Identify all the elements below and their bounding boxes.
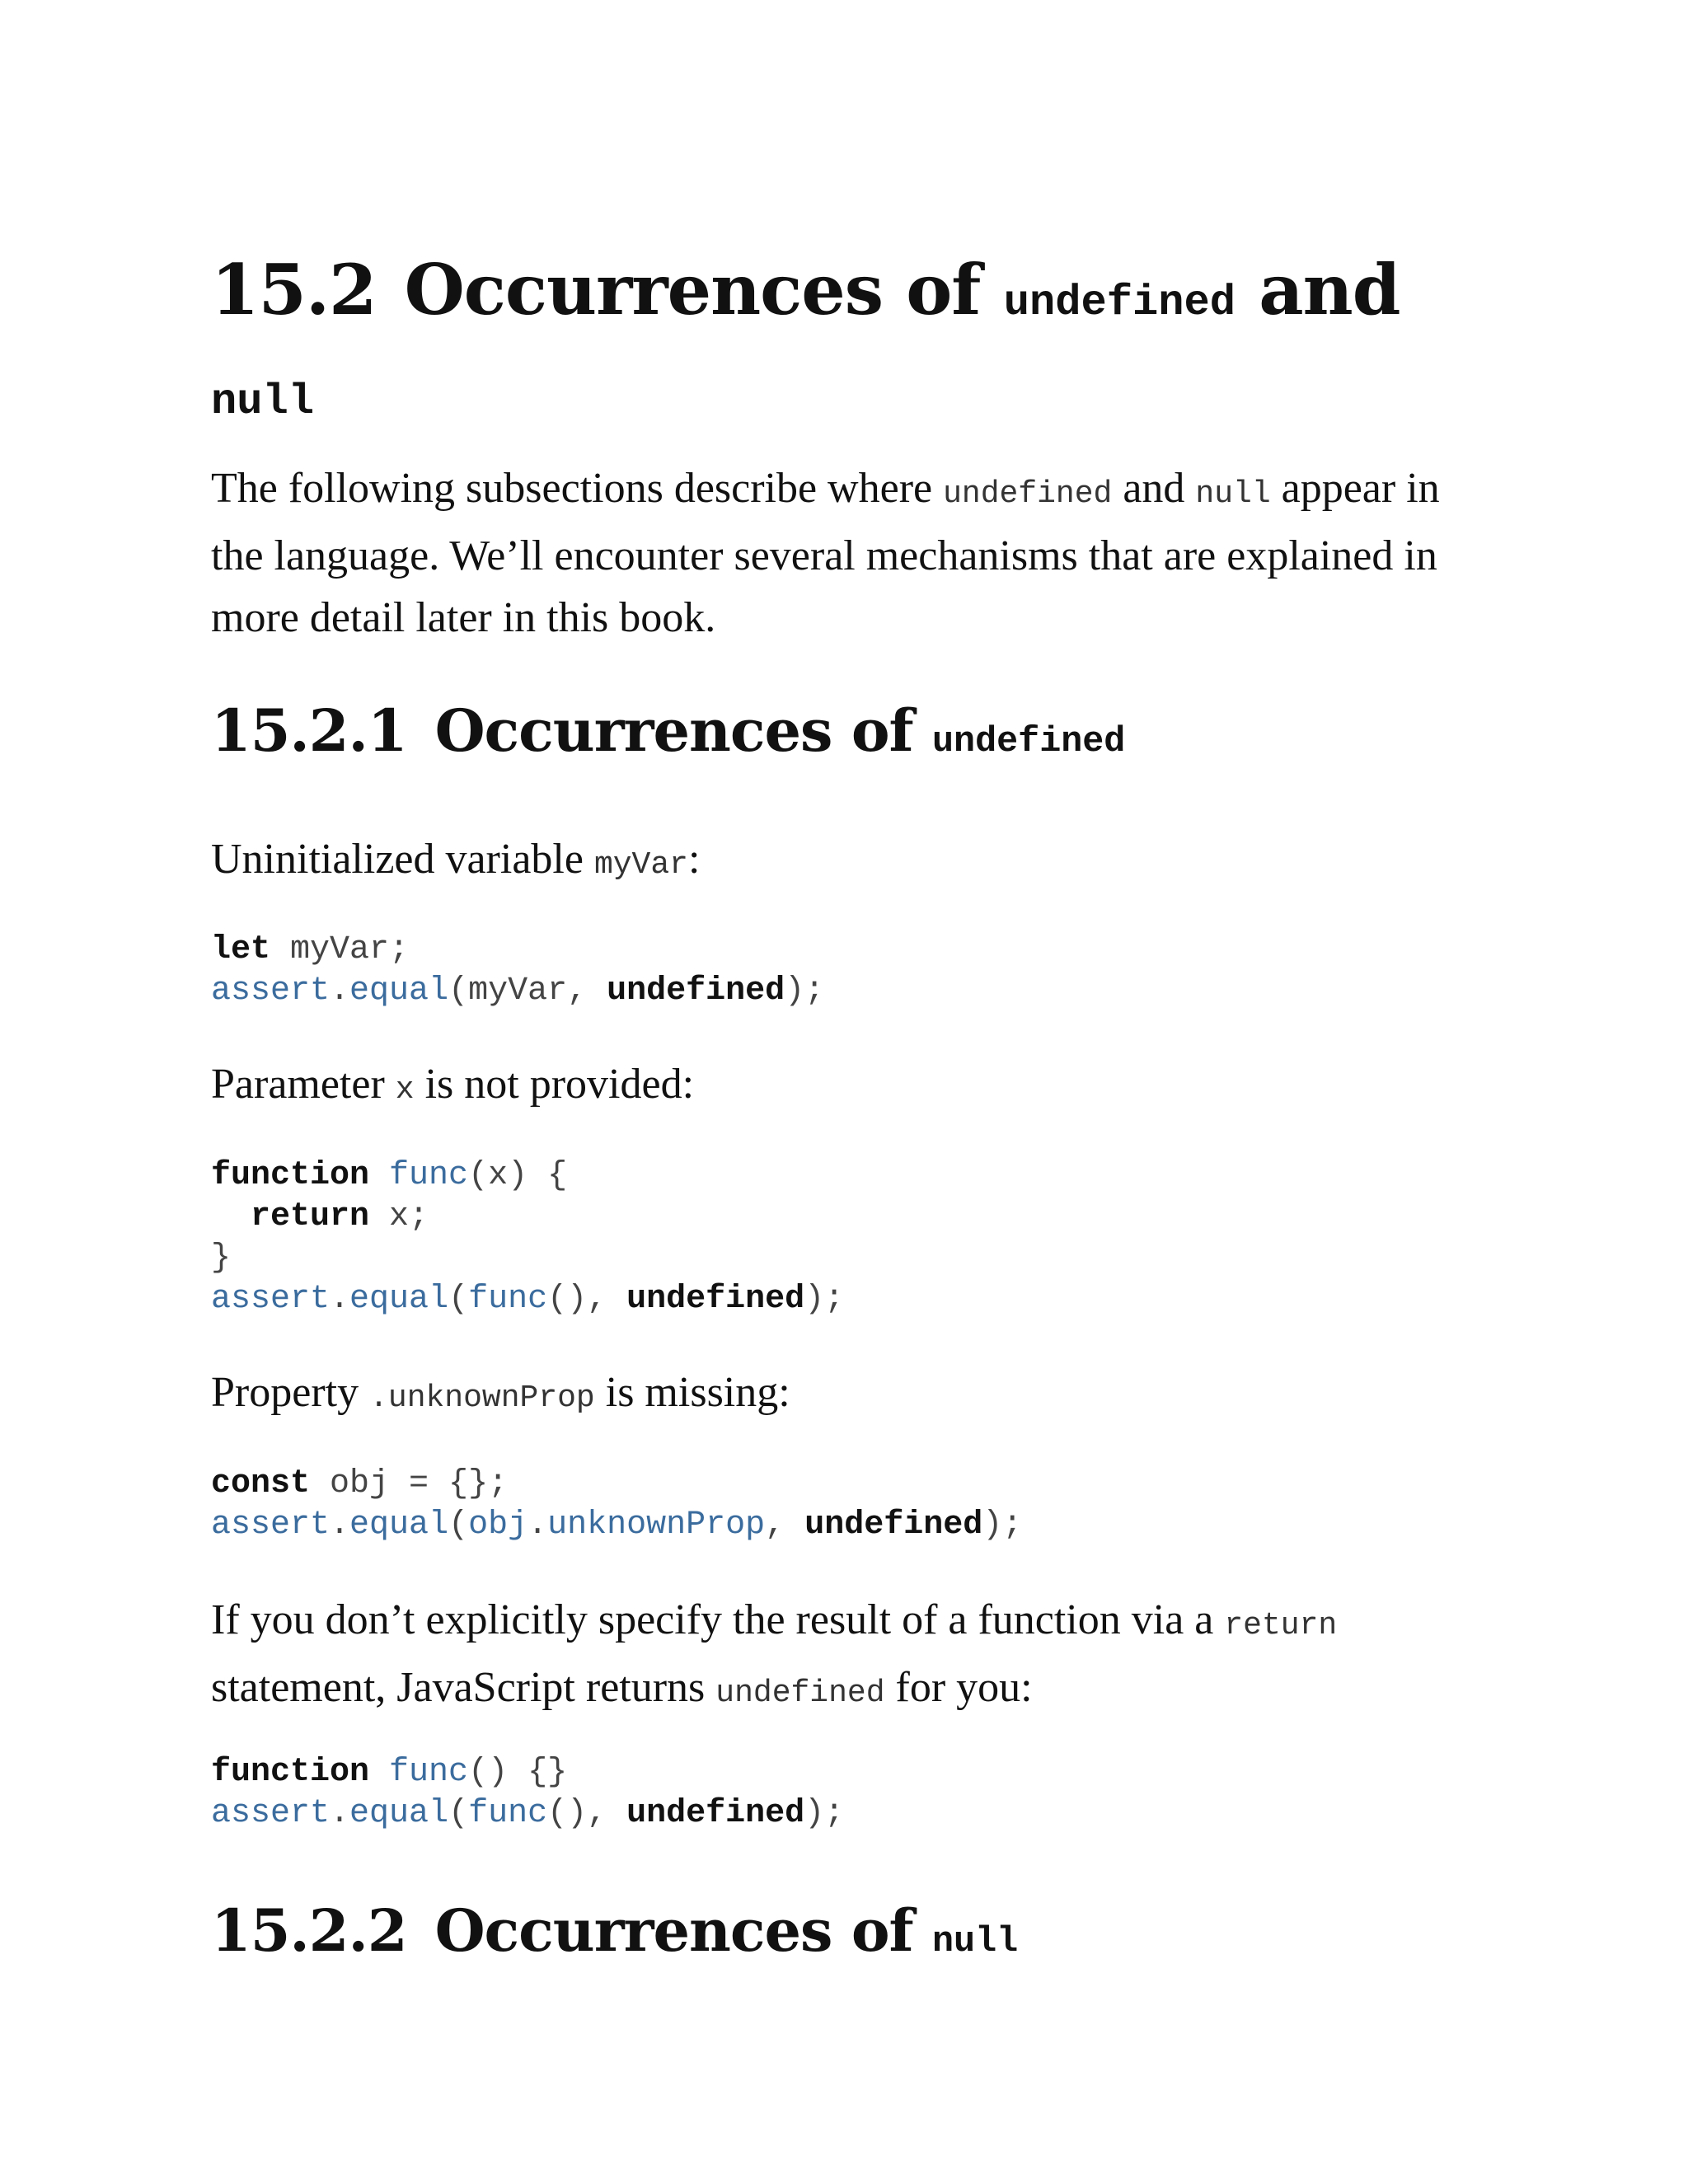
code-text: } xyxy=(211,1240,232,1277)
code-text: obj = {}; xyxy=(310,1465,509,1502)
code-text: (), xyxy=(547,1281,627,1318)
code-function: func xyxy=(468,1795,548,1832)
intro-text-2: and xyxy=(1112,465,1196,512)
intro-text-1: The following subsections describe where xyxy=(211,465,944,512)
code-text: (), xyxy=(547,1795,627,1832)
return-text-2: statement, JavaScript returns xyxy=(211,1664,716,1711)
code-keyword: function xyxy=(211,1157,370,1194)
intro-paragraph xyxy=(211,457,1497,649)
code-function: func xyxy=(389,1754,469,1791)
section-number: 15.2 xyxy=(211,249,377,330)
code-keyword: function xyxy=(211,1754,370,1791)
code-keyword: return xyxy=(251,1198,370,1235)
uninit-text-2: : xyxy=(687,836,701,883)
code-text: . xyxy=(330,1795,350,1832)
intro-code-null: null xyxy=(1195,476,1271,512)
prop-code: .unknownProp xyxy=(369,1380,595,1416)
param-code: x xyxy=(395,1072,415,1108)
code-text: () {} xyxy=(468,1754,568,1791)
code-text: x; xyxy=(369,1198,429,1235)
code-identifier: assert xyxy=(211,972,331,1010)
code-text: (myVar, xyxy=(448,972,607,1010)
code-keyword: undefined xyxy=(626,1795,805,1832)
subsection-title-code: null xyxy=(932,1922,1019,1962)
code-indent xyxy=(211,1198,251,1235)
code-text: . xyxy=(330,1281,350,1318)
uninit-code: myVar xyxy=(593,847,688,883)
code-function: equal xyxy=(349,1507,449,1544)
code-function: func xyxy=(389,1157,469,1194)
code-text: ( xyxy=(448,1795,469,1832)
section-title-code-null: null xyxy=(211,377,315,426)
code-text: , xyxy=(765,1507,805,1544)
code-keyword: const xyxy=(211,1465,311,1502)
code-text: . xyxy=(330,1507,350,1544)
return-code-return: return xyxy=(1224,1608,1338,1643)
code-text: . xyxy=(528,1507,548,1544)
code-text: ( xyxy=(448,1281,469,1318)
code-text: ); xyxy=(785,972,825,1010)
code-keyword: let xyxy=(211,931,271,968)
section-title-code-undefined: undefined xyxy=(1003,279,1236,327)
prop-text-1: Property xyxy=(211,1369,370,1416)
code-identifier: obj xyxy=(468,1507,528,1544)
code-function: func xyxy=(468,1281,548,1318)
code-identifier: unknownProp xyxy=(547,1507,766,1544)
return-text-3: for you: xyxy=(884,1664,1033,1711)
code-keyword: undefined xyxy=(607,972,785,1010)
code-block-uninitialized xyxy=(211,930,824,1012)
subsection-title-text: Occurrences of xyxy=(434,696,913,765)
code-text: ( xyxy=(448,1507,469,1544)
code-text: myVar; xyxy=(270,931,410,968)
subsection-number: 15.2.2 xyxy=(211,1896,407,1965)
code-block-property xyxy=(211,1464,1022,1546)
code-function: equal xyxy=(349,1281,449,1318)
prop-text-2: is missing: xyxy=(594,1369,790,1416)
param-text-2: is not provided: xyxy=(414,1061,695,1108)
subsection-title-code: undefined xyxy=(932,722,1126,762)
subsection-heading-undefined xyxy=(211,694,1125,780)
intro-code-undefined: undefined xyxy=(943,476,1113,512)
code-block-return xyxy=(211,1752,844,1835)
property-paragraph xyxy=(211,1361,1497,1429)
code-identifier: assert xyxy=(211,1795,331,1832)
return-code-undefined: undefined xyxy=(715,1675,885,1711)
section-title-and: and xyxy=(1259,249,1400,330)
code-identifier: assert xyxy=(211,1507,331,1544)
code-keyword: undefined xyxy=(804,1507,983,1544)
uninitialized-paragraph xyxy=(211,828,1497,896)
uninit-text-1: Uninitialized variable xyxy=(211,836,594,883)
code-block-parameter xyxy=(211,1155,844,1320)
code-text: ); xyxy=(804,1795,845,1832)
subsection-heading-null xyxy=(211,1894,1018,1980)
subsection-number: 15.2.1 xyxy=(211,696,407,765)
parameter-paragraph xyxy=(211,1053,1497,1121)
section-title-text: Occurrences of xyxy=(404,249,981,330)
code-text: ); xyxy=(804,1281,845,1318)
return-text-1: If you don’t explicitly specify the result of a function via a xyxy=(211,1596,1225,1643)
code-function: equal xyxy=(349,1795,449,1832)
section-heading xyxy=(211,247,1497,445)
code-keyword: undefined xyxy=(626,1281,805,1318)
code-function: equal xyxy=(349,972,449,1010)
subsection-title-text: Occurrences of xyxy=(434,1896,913,1965)
code-identifier: assert xyxy=(211,1281,331,1318)
code-text: . xyxy=(330,972,350,1010)
code-text: (x) { xyxy=(468,1157,568,1194)
code-text: ); xyxy=(982,1507,1023,1544)
param-text-1: Parameter xyxy=(211,1061,396,1108)
return-paragraph xyxy=(211,1589,1497,1724)
intro-text-3: appear in the language. We’ll encounter several mechanisms that are explained in more detail later in this book. xyxy=(211,465,1440,641)
